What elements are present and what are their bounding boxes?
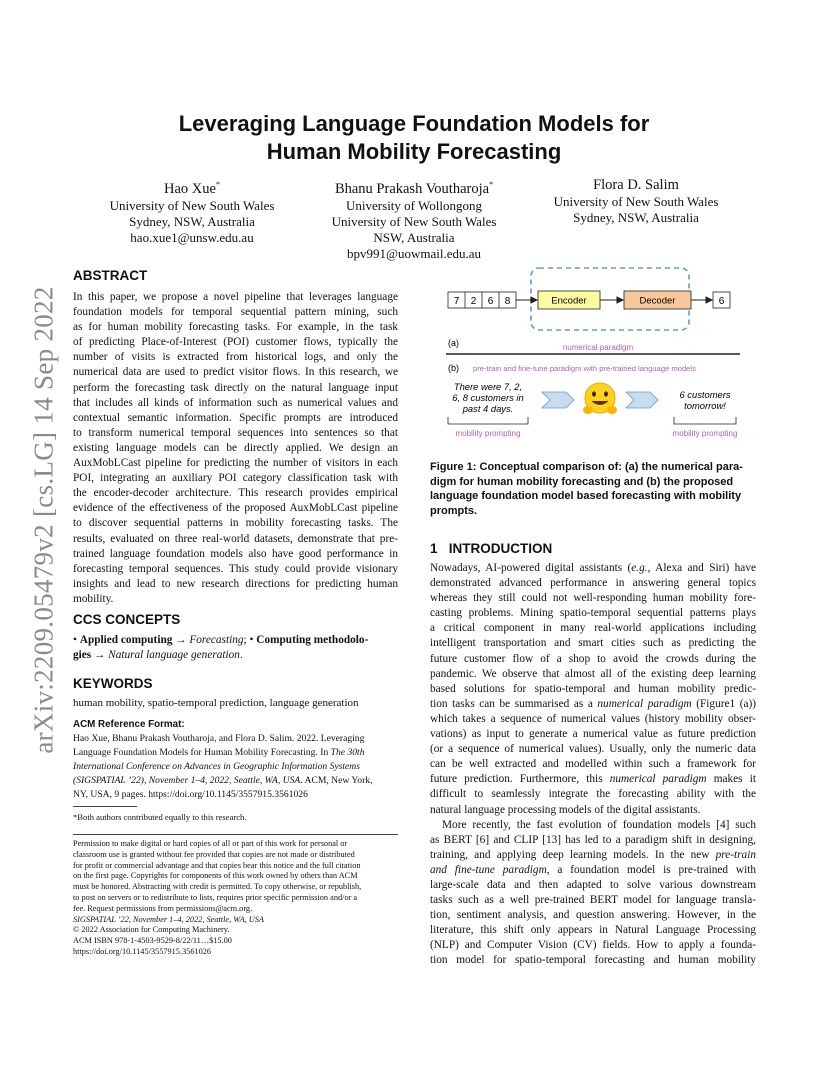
intro-line: which takes a sequence of numerical values (history mobility obser- (430, 712, 756, 725)
prompt-brackets (448, 417, 736, 424)
figure-1 (430, 262, 760, 452)
prompt-line: 6, 8 customers in (452, 392, 524, 403)
acm-reference-line: Hao Xue, Bhanu Prakash Voutharoja, and Flora D. Salim. 2022. Leveraging (73, 733, 365, 744)
intro-line: tasks such as a well pre-trained BERT model for language transla- (430, 894, 756, 907)
intro-line: a critical component in many real-world applications including (430, 622, 756, 635)
ref-venue: The 30th (330, 747, 365, 758)
permission-line: must be honored. Abstracting with credit is permitted. To copy otherwise, or republish, (73, 882, 362, 892)
ccs-term: Applied computing (79, 634, 173, 646)
hugging-face-icon (583, 383, 617, 414)
intro-line: pandemic. We observe that almost all of the existing deep learning (430, 667, 756, 680)
abstract-body (73, 290, 398, 607)
mobility-prompting-label: mobility prompting (455, 429, 521, 438)
intro-line: tion tasks can be summarised as a numerical paradigm (Figure1 (a)) (430, 697, 756, 710)
encoder-label: Encoder (551, 295, 587, 307)
acm-reference-line (73, 774, 398, 788)
intro-line: can be well extracted and modelled within such a framework for (430, 758, 756, 771)
caption-line: Figure 1: Conceptual comparison of: (a) the numerical para- (430, 461, 743, 473)
abstract-line: number of visits is extracted from historical logs, and only the (73, 351, 398, 364)
ref-text: . ACM, New York, (300, 775, 373, 786)
intro-line: (NLP) and Computer Vision (CV) fields. How to apply a founda- (430, 939, 756, 952)
title-line-1: Leveraging Language Foundation Models for (178, 111, 650, 136)
abstract-line: perform the forecasting task directly on the natural language input (73, 381, 398, 394)
input-value: 6 (487, 296, 494, 307)
author-email: bpv991@uowmail.edu.au (346, 245, 481, 261)
permission-notice (73, 839, 398, 958)
author-name: Flora D. Salim (593, 177, 679, 193)
permission-line: for profit or commercial advantage and that copies bear this notice and the full citation (73, 860, 361, 870)
ref-text: Language Foundation Models for Human Mobility Forecasting. In (73, 747, 331, 758)
section-number: 1 (430, 541, 438, 556)
title-line-2: Human Mobility Forecasting (266, 139, 562, 164)
ccs-subterm: Natural language generation (108, 649, 240, 661)
intro-line: Nowadays, AI-powered digital assistants (e.g., Alexa and Siri) have (430, 562, 756, 574)
permission-line: fee. Request permissions from permissions@acm.org. (73, 903, 253, 913)
permission-line: on the first page. Copyrights for components of this work owned by others than ACM (73, 871, 358, 881)
intro-line: casting problems. Mining spatio-temporal sequential patterns plays (430, 607, 756, 620)
input-value: 7 (453, 296, 460, 307)
intro-line: (or a sequence of numerical values). Usually, only the numeric data (430, 743, 756, 756)
footnote-rule (73, 806, 137, 807)
caption-line: language foundation model based forecasting with mobility (430, 490, 742, 503)
abstract-line: foundation models for temporal sequential pattern mining, such (73, 306, 398, 319)
period: . (239, 649, 243, 661)
ccs-subterm: Forecasting (189, 634, 244, 646)
mobility-prompting-label: mobility prompting (672, 429, 738, 438)
bullet: • (249, 634, 254, 646)
output-value: 6 (718, 296, 725, 307)
equal-contribution-mark: * (489, 180, 494, 189)
intro-line: based solutions for spatio-temporal and human mobility predic- (430, 682, 756, 695)
abstract-line: to transform numerical temporal sequences into sentences so that (73, 426, 398, 439)
numerical-paradigm-label: numerical paradigm (562, 343, 634, 352)
abstract-line: that includes all kinds of information such as numerical values and (73, 396, 398, 409)
footnote: *Both authors contributed equally to this research. (73, 812, 247, 822)
permission-line: classroom use is granted without fee provided that copies are not made or distributed (73, 849, 355, 859)
intro-line: More recently, the fast evolution of foundation models [4] such (442, 818, 756, 831)
acm-reference (73, 718, 398, 802)
ref-venue: (SIGSPATIAL ’22), November 1–4, 2022, Seattle, WA, USA (73, 775, 301, 786)
acm-reference-line (73, 760, 398, 774)
prompt-line: 6 customers (679, 389, 731, 400)
intro-line: whereas they still could not well-responding human mobility fore- (430, 592, 756, 605)
acm-reference-line (73, 746, 398, 760)
author-block-3 (554, 176, 719, 226)
abstract-line: mobility. (73, 592, 114, 605)
ccs-heading: CCS CONCEPTS (73, 612, 181, 627)
subfigure-label-a: (a) (448, 338, 459, 348)
intro-line: future customer flow of a shop to avoid the crowds during the (430, 652, 756, 665)
introduction-heading (430, 541, 552, 556)
input-sequence (448, 292, 516, 308)
separator: ; (243, 634, 250, 646)
intro-line: tion model for spatio-temporal forecasting and human mobility (430, 954, 756, 967)
intro-line: as BERT [6] and CLIP [13] has led to a paradigm shift in designing, (430, 833, 756, 846)
permission-line: © 2022 Association for Computing Machinery. (73, 925, 230, 935)
author-name: Hao Xue (164, 180, 216, 197)
pretrain-paradigm-label: pre-train and fine-tune paradigm with pre-trained language models (473, 364, 696, 373)
author-block-2 (332, 176, 497, 262)
output-prompt (679, 389, 730, 411)
input-prompt (452, 381, 523, 414)
abstract-line: trained language foundation models also have good performance in (73, 547, 398, 560)
abstract-line: POI, integrating an auxiliary POI category classification task with (73, 472, 398, 485)
ref-venue: International Conference on Advances in Geographic Information Systems (73, 761, 360, 772)
author-location: Sydney, NSW, Australia (129, 213, 255, 229)
abstract-line: AuxMobLCast pipeline for predicting the number of visitors in each (73, 457, 398, 470)
abstract-line: the encoder-decoder architecture. This research provides empirical (73, 487, 398, 500)
input-value: 2 (470, 296, 477, 307)
ccs-body (73, 633, 398, 663)
abstract-line: numerical data are used to predict visitor flows. In this research, we (73, 366, 398, 379)
figure-caption (430, 460, 756, 518)
abstract-line: to discover sequential patterns in mobility forecasting tasks. The (73, 517, 398, 530)
author-block-1 (110, 176, 275, 246)
intro-line: and fine-tune paradigm, a foundation model is pre-trained with (430, 863, 756, 876)
abstract-line: existing language models can be directly applied. We design an (73, 441, 398, 454)
ccs-term: gies (73, 649, 92, 661)
author-affiliation: University of Wollongong (346, 197, 482, 213)
permission-line: to post on servers or to redistribute to lists, requires prior specific permission and/or a (73, 892, 358, 902)
subfigure-label-b: (b) (448, 363, 459, 373)
abstract-line: evidence of the effectiveness of the proposed AuxMobLCast pipeline (73, 502, 398, 515)
introduction-body (430, 561, 756, 969)
acm-reference-line: NY, USA, 9 pages. https://doi.org/10.1145/3557915.3561026 (73, 789, 308, 800)
author-location: Sydney, NSW, Australia (573, 210, 699, 225)
intro-line: vations) as input to generate a numerical value as future prediction (430, 728, 756, 741)
author-affiliation: University of New South Wales (109, 197, 275, 213)
author-email: hao.xue1@unsw.edu.au (130, 229, 254, 245)
author-affiliation: University of New South Wales (553, 194, 719, 209)
author-location: NSW, Australia (373, 229, 455, 245)
prompt-line: past 4 days. (462, 403, 514, 414)
intro-line: intelligent transportation and smart cities such as predicting the (430, 637, 756, 650)
keywords-text: human mobility, spatio-temporal prediction, language generation (73, 697, 359, 709)
abstract-line: of predicting Place-of-Interest (POI) customer flows, typically the (73, 336, 398, 349)
abstract-line: results, evaluated on three real-world datasets, demonstrate that pre- (73, 532, 398, 545)
intro-line: natural language processing models of the digital assistants. (430, 803, 701, 816)
arrow: → (91, 649, 109, 661)
abstract-heading: ABSTRACT (73, 268, 148, 283)
intro-line: tion, sentiment analysis, and question answering. However, in the (430, 909, 756, 922)
intro-line: demonstrated advanced performance in answering general topics (430, 577, 756, 590)
abstract-line: insights and lead to new research directions for predicting human (73, 577, 398, 590)
caption-line: prompts. (430, 504, 478, 517)
author-affiliation: University of New South Wales (331, 213, 497, 229)
permission-rule (73, 834, 398, 835)
prompt-line: There were 7, 2, (453, 381, 523, 392)
permission-line: Permission to make digital or hard copies of all or part of this work for personal or (73, 839, 348, 848)
input-value: 8 (504, 296, 511, 307)
decoder-label: Decoder (639, 295, 676, 307)
section-title: INTRODUCTION (448, 541, 553, 556)
equal-contribution-mark: * (215, 180, 220, 189)
arrow: → (172, 634, 190, 646)
permission-line: ACM ISBN 978-1-4503-9529-8/22/11…$15.00 (73, 936, 232, 946)
arxiv-stamp: arXiv:2209.05479v2 [cs.LG] 14 Sep 2022 (28, 286, 59, 754)
abstract-line: forecasting temporal sequences. This study could provide visionary (73, 562, 398, 575)
intro-line: large-scale data and then adapted to solve various downstream (430, 878, 756, 891)
permission-line: SIGSPATIAL ’22, November 1–4, 2022, Seattle, WA, USA (73, 914, 264, 924)
intro-line: training, and applying deep learning models. In the new pre-train (430, 848, 756, 861)
intro-line: literature, this shift only appears in Natural Language Processing (430, 924, 756, 937)
intro-line: future prediction. Furthermore, this numerical paradigm makes it (430, 773, 756, 786)
permission-line: https://doi.org/10.1145/3557915.3561026 (73, 946, 212, 956)
ccs-term: Computing methodolo- (256, 634, 369, 646)
abstract-line: In this paper, we propose a novel pipeline that leverages language (73, 291, 398, 303)
acm-reference-heading: ACM Reference Format: (73, 719, 185, 730)
abstract-line: contextual semantic information. Specific prompts are introduced (73, 411, 398, 424)
abstract-line: as for human mobility forecasting tasks. For example, in the task (73, 321, 398, 334)
prompt-line: tomorrow! (684, 400, 726, 411)
caption-line: digm for human mobility forecasting and (b) the proposed (430, 475, 734, 488)
paper-title (100, 110, 728, 166)
keywords-heading: KEYWORDS (73, 676, 153, 691)
author-name: Bhanu Prakash Voutharoja (334, 180, 490, 197)
intro-line: difficult to seamlessly integrate the forecasting ability with the (430, 788, 756, 801)
bullet: • (73, 634, 77, 646)
